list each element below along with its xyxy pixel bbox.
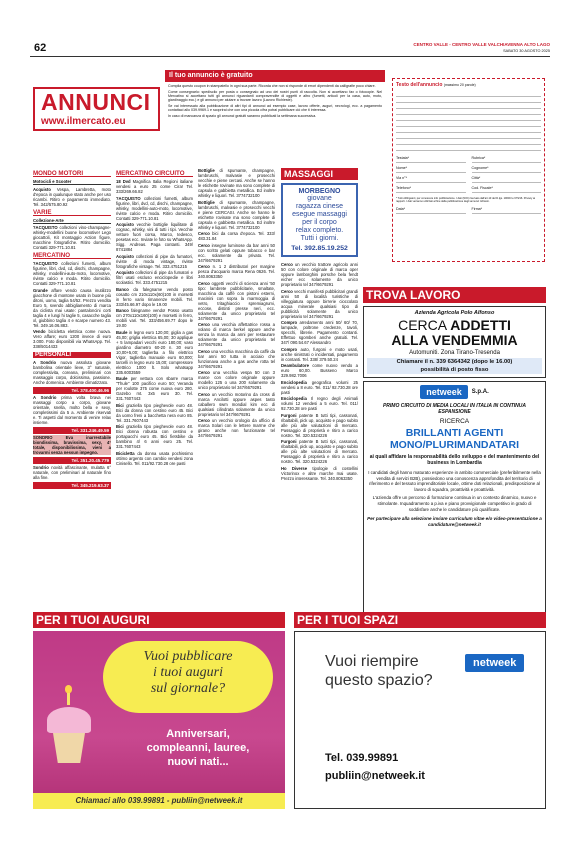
ad-item: Grande affare vendo causa inutilizzo giacchone di montone usato in buone più ditoni, uomo, taglia 54/52. Prezzo vendita Euro 5, svendo abbigliamento di marca da ciclista mai usate: pantaloncini corti taglia 4 e lungi hi taglie 5, casacche taglia xl, giubbino taglia 4 e scarpe numero 43. Tel. 349.16.06.883.	[33, 287, 111, 328]
coupon-field[interactable]: Via n°*	[396, 176, 466, 183]
ad-item: Cerco oggetti vecchi di scienza anni '50 tipo: lambrete pubblicitarie, smaltate, macchina da caffè con pistoni esterni, macinini con sopra la marmoggia di vetro, tritaghiaccio spremiagrumi, eccose, distinti presse neri, ecc. solamente da unico proprietario tel 347/6679291	[198, 280, 275, 321]
ad-line: Tutti i giorni.	[300, 235, 339, 242]
ad-item: Compro auto, furgoni e moto usati, anche sinistrati o incidentati, pagamento in contanti. Tel. 338/ 379.50.24	[281, 346, 358, 362]
coupon-subtitle: (massimo 20 parole)	[443, 83, 476, 87]
section-title: VARIE	[33, 210, 111, 216]
ad-line: per il corpo	[302, 219, 337, 226]
intro-paragraph: Se vai interessato alla pubblicazione di altri tipi di annunci ad esempio case, lavoro offerte, auguri, necrologi, ecc. a pagamento contattaci allo 039.9969.1 e scoprirai che con una piccola cifra potrai pubblicare ciò che ti interessa.	[168, 104, 382, 113]
ad-item: Cerco insegne luminose da bar anni 50 con scritto gelati oppure tobacco e bar ecc. solamente da privato. Tel. 347/6679291	[198, 242, 275, 263]
netweek-ad	[363, 381, 546, 613]
spazi-section	[294, 612, 546, 809]
ad-item: ?ACQUISTO collezioni fumetti, album figurine, libri, dvd, cd, dischi, champagne, whisky, modellini-auto-moto, locomotive, riviste calcio e moda. Ritiro domicilio. Contatti 329-771.10.81	[33, 261, 111, 286]
subsection-title: Collezione-Arte	[33, 218, 111, 224]
coupon-fields	[396, 156, 541, 193]
netweek-spa: S.p.A.	[471, 389, 489, 395]
coupon-note: * Tutti obbligatori, per conoscere info pubblicazione. I dati (NOI) riservato dall'art.13 del D.lgs. 196/03 e 679/16. Privacy ai rapporti. I dati verranno utilizzati al fine della pubblicazione degli annunci richiesti.	[396, 197, 536, 203]
netweek-paragraph: L'azienda offre un percorso di formazione continua in un contesto dinamico, nuovo e stimolante. Inquadramento a p.iva e piano provvigionale competitivo in grado di soddisfare anche le candidature più qualificate.	[372, 495, 537, 512]
ad-item: Enciclopedia geografica volumi 25 vendesi a 8 euro. Tel. 011/ 92.730.28 ore pasti	[281, 379, 358, 395]
column-1	[33, 168, 111, 490]
ad-item: Bici graziella tipo pieghevole euro 48. Bici da donna con cestino euro 45. Bici da uomo freni a bacchetta nera euro 85. Tel. 331.7607443	[116, 402, 193, 423]
ad-item: Enciclopedia Il regno degli Animali volumi 12 vendesi a 5 euro. Tel. 011/ 92.730.28 ore pasti	[281, 396, 358, 411]
ad-headline-2: ALLA VENDEMMIA	[391, 332, 518, 348]
ad-item: Bici graziella tipo pieghevole euro 48. Bici donna robusta con cestino e portapacchi euro 45. Bici fietsbike da bambino 4/ 6 anni euro 25. Tel. 331.7607443	[116, 424, 193, 449]
ad-item: Sondrio novità affascinante, mulatta 6° naturale, con preliminari al naturale fino alla fine.	[33, 465, 111, 480]
phone-banner: Tel. 331.246.49.59	[33, 427, 111, 434]
masthead	[33, 87, 160, 131]
ad-location: MORBEGNO	[298, 188, 341, 195]
ad-item: Ho Diverse tipologie di costellini Victorinox e altre marche mai usate. Prezzo interessante. Tel. 340.8063350	[281, 465, 358, 481]
section-title: MERCATINO	[33, 253, 111, 259]
netweek-logo	[465, 654, 524, 672]
netweek-ricerca: RICERCA	[439, 418, 470, 425]
ad-item: ?ACQUISTO collezioni vino-champagne-whisky-modellini buone locomotive! Lego giocattoli, Kit montaggio Action figure, macchine fotografiche. Ritiro domicilio. Contatti 329-771.10.81	[33, 225, 111, 250]
ad-item: Cerco una vecchia vespa 50 con 3 marce con colore originale oppure modello 125 o una 200 solamente da unico proprietario tel 347/6679291	[198, 370, 275, 390]
ad-item: Bottiglie di spumante, champagne, lambruschi, malvasie e prosecchi vecchi e piene CERCASI. Anche se hanno le etichette rovinate ma sono complete di capsula e gabbietta metallica. Ed inoltre whisky e liquori. Tel. 3774732100	[198, 199, 275, 230]
ad-line: esegue massaggi	[292, 211, 347, 218]
coupon-field[interactable]: Cod. Fiscale*	[472, 186, 542, 193]
spazi-headline-line: Vuoi riempire	[325, 653, 419, 670]
intro-paragraph: In caso di mancanza di spazio gli annunci gratuiti saranno pubblicati la settimana successiva.	[168, 114, 317, 119]
ad-phone: Chiamare il n. 339 6364342 (dopo le 16.00)	[367, 358, 542, 366]
section-title: PER I TUOI SPAZI	[294, 612, 546, 628]
coupon-form	[392, 78, 545, 262]
header-rule	[30, 56, 550, 57]
netweek-logo-text: netweek	[473, 657, 517, 669]
netweek-logo-text: netweek	[426, 387, 462, 397]
phone-banner: Tel. 345.219.63.37	[33, 482, 111, 489]
column-2	[116, 168, 193, 467]
intro-title: Il tuo annuncio è gratuito	[165, 70, 385, 82]
section-title: TROVA LAVORO	[363, 287, 546, 303]
subsection-title: Motocicli e Scooter	[33, 179, 111, 185]
auguri-ad	[33, 631, 285, 809]
auguri-contact[interactable]: Chiamaci allo 039.99891 - publiin@netweek.it	[33, 793, 285, 809]
massaggi-ad	[281, 183, 358, 257]
agriculture-ad	[363, 306, 546, 378]
ad-item: Acquisto collezioni di pipe da fumatori, riviste di moda vintage, riviste fotografiche vintage. Tel. 333.4751215	[116, 253, 193, 269]
section-title: PERSONALI	[33, 352, 111, 358]
ad-item: Cerco n. 1 2 distributori per margine pesca d'acquario marca Rena 0626. Tel. 340.8063350	[198, 264, 275, 279]
netweek-role-1: BRILLANTI AGENTI	[405, 427, 504, 439]
auguri-sub-line: Anniversari,	[166, 728, 230, 740]
netweek-paragraph: I candidati degli hanno maturato esperienze in ambito commerciale (preferibilmente nella vendita di servizi B2B), possiedono una conoscenza approfondita del territorio di riferimento e del tessuto imprenditoriale locale, ottime doti relazionali, predisposizione al lavoro di squadra, proattività e proattività.	[368, 470, 541, 492]
issue-date: SABATO 30 AGOSTO 2025	[503, 49, 550, 53]
section-title: MONDO MOTORI	[33, 171, 111, 177]
coupon-field[interactable]: Testata*	[396, 156, 466, 163]
auguri-headline: Vuoi pubblicare	[143, 649, 233, 664]
massaggi-section	[281, 168, 358, 257]
spazi-phone[interactable]: Tel. 039.99891	[325, 752, 399, 764]
ad-item: Deambulatore come nuovo vendo a euro 60,00. Busseno Marco 329.982.7006	[281, 363, 358, 378]
auguri-section	[33, 612, 285, 809]
intro-paragraph: Come consegnarlo: spediscilo per posta o consegnalo ad uno dei nostri punti di raccolta. Non si accettano fax o fotocopie. Nel Mercatino si accettano tutti gli annunci riguardanti compravendite di oggetti e altro (fumetti, articoli per la casa, auto, moto, giardinaggio ecc.) e gli annunci per aiutare a trovare lavoro (Lavoro Richieste).	[168, 89, 382, 103]
ad-item: Banco falegname vendo! Posso usatto cm 270x110x160(100) e morsetti in ferro, mobili vari. Tel. 333/456.69.77 dopo le 19.00	[116, 308, 193, 328]
intro-box	[165, 70, 385, 154]
netweek-goal: ai quali affidare la responsabilità dello sviluppo e del mantenimento del business in Lombardia	[369, 454, 540, 466]
coupon-text-lines[interactable]	[396, 91, 541, 151]
ad-item: Cerco una vecchia macchina da caffè da bar anni 50 tutta in acciaio che funzionava anche a gas anche rotta tel 347/6679291	[198, 348, 275, 369]
trova-lavoro-section	[363, 287, 546, 613]
cupcake-icon	[45, 691, 93, 771]
spazi-email[interactable]: publiin@netweek.it	[325, 770, 425, 782]
section-title: MERCATINO CIRCUITO	[116, 171, 193, 177]
page-number: 62	[34, 42, 47, 54]
ad-item: Compro arredamento anni 50/ 60/ 70, lampade, poltrone credenze, tavoli, specchi, librerie. Pagamento contanti. Effettuo sgomberi anche gratuiti. Tel. 347/ 090.54.67 Alessandro	[281, 320, 359, 345]
netweek-logo	[420, 385, 468, 399]
ad-item: A Sondrio prima volta brava nei massaggi corpo a corpo, giovane orientale, snella, molto bella e sexy, completissimi da 5 a. Ambiente riservati e. Ti aspetti dal momento di venire relax insieme.	[33, 395, 111, 425]
spazi-ad	[294, 631, 546, 809]
ad-item: Furgoni patente B tutti tipi, cassonati, ribaltabili, pick up, acquisto e pago subito alle più alte valutazioni di mercato. Passaggio di proprietà e ritiro a carico nostro. Tel. 320.5324226	[281, 412, 358, 438]
ad-item: Cerco un vecchio orologio da ufficio di marca Solari con le lettere marrne che girano anche non funzionante tel 347/6679291	[198, 418, 275, 438]
coupon-title: Testo dell'annuncio	[396, 82, 443, 88]
auguri-headline: sul giornale?	[150, 681, 226, 696]
ad-item: Cerco vecchi manifesti pubblicitari grandi anni 50 di località turistiche di villeggiatura oppure birrerie cioccolato acqua minerale qualsiasi tipo di pubblicità solamente da unico proprietario tel 347/6679291	[281, 288, 358, 319]
coupon-heading	[396, 82, 541, 88]
coupon-field[interactable]: Nome*	[396, 166, 466, 173]
ad-item: Baule per vettura con sbarre marca "Thule" 100 pacifico euro 50; Veranda per roulotte 375 come nuova euro 280. Gazebo mt. 3x5 euro 30. Tel. 331.7607443	[116, 376, 193, 401]
ad-item: Bottiglie di spumante, champagne, lambruschi, malvasie e prosecchi vecchie e piene cercasi. Anche se hanno le etichette rovinate ma sono complete di capsula e gabbietta metallica. Ed inoltre whisky e liquori. Tel. 3774732100	[198, 168, 275, 198]
phone-banner: Tel. 378.400.46.96	[33, 387, 111, 394]
auguri-sub-line: nuovi nati...	[167, 756, 229, 768]
coupon-field[interactable]: Data*	[396, 207, 466, 214]
netweek-intro: PRIMO CIRCUITO DI MEDIA LOCALI IN ITALIA IN CONTINUA ESPANSIONE	[382, 403, 527, 415]
auguri-bubble	[103, 641, 273, 713]
masthead-title: ANNUNCI	[41, 89, 151, 115]
ad-line: ragazza cinese	[295, 203, 344, 210]
spazi-headline	[325, 652, 433, 690]
ad-line: giovane	[307, 195, 332, 202]
company-name: Azienda Agricola Polo Alfonso	[414, 310, 495, 316]
ad-item: Cerco un vecchio motorino da cross di marca Ancilotti oppure aspes tasto caballero swm mondial kim ecc di qualsiasi cilindrata solamente da unico proprietario tel 347/6679291	[198, 391, 275, 417]
coupon-field[interactable]: Rubrica*	[472, 156, 542, 163]
phone-banner: Tel. 351.20.45.779	[33, 457, 111, 464]
ad-item: Acquisto vecchie bottiglie liquilitate di cognac, whisky, vini di tutti i tipi. Vecchie vetture fuori corsa, Marco, tedesco, pesetas ecc. Inviate le foto su WhatsApp. Sigg. Andreas. Paga contanti. 349/ 8741884	[116, 222, 193, 252]
ad-item: Cerco bici da corsa d'epoca. Tel. 333/ 483.31.84	[198, 231, 275, 241]
ad-item: 18 Dvd Magnifica Italia Regioni italiane vendesi a euro 25 come Cira! Tel. 333/269.66.82	[116, 179, 193, 194]
publication-name: CENTRO VALLE - CENTRO VALLE VALCHIAVENNA ALTO LAGO	[413, 42, 550, 47]
ad-item: Acquisto Vespa, Lambretta, moto d'epoca in qualunque stato anche per uso ricambi. Ritiro e pagamento immediato. Tel. 342/575.80.92	[33, 186, 111, 207]
ad-item: Baule in legno euro 120,00; giglia a gas 45,00; griglia elettrica 65,00; 30 applique + 5 lampadari vecchi euro 180,00; vaso giardino diametro 60-20 n. 30 euro 10,00+5,00; taglierba a filo elettrico Vigor, taglierba manuale euro 60,000; tarcelli in legno euro 15,00; compressore elettrico 1000 lt. Solo whatsapp 335.6003559	[116, 329, 193, 375]
column-3	[198, 168, 275, 440]
auguri-headline: i tuoi auguri	[152, 665, 223, 680]
column-4	[281, 262, 358, 482]
ad-item: SONDRIO Eva inarrestabile biondissima, bravissima, sexy, 4° totale, disponibilissima, vieni a trovarmi senza nessun impegno.	[33, 435, 111, 455]
coupon-field[interactable]: Cognome*	[472, 166, 542, 173]
ad-phone: Tel. 392.85.19.252	[291, 245, 348, 252]
coupon-field[interactable]: Telefono*	[396, 186, 466, 193]
ad-item: Acquisto collezioni di pipe da fumatori e filtri usati escluso enciclopedie e libri scolastici. Tel. 333.4751215	[116, 270, 193, 285]
page-header	[30, 40, 550, 58]
ad-item: Cerco un vecchio trattore agricolo anni 50 con colore originale di marca oper oppure lamborghini porsche bela fendt eicher ecc solamente da unico proprietario tel 347/6679291	[281, 262, 359, 287]
ad-item: Vendo bicicletta elettrica come nuova. Vero affare; euro 1200 invece di euro 3.000. Foto disponibili via WhatsApp. Tel. 338/5014433	[33, 329, 111, 349]
coupon-field[interactable]: Firma*	[472, 207, 542, 214]
ad-sub: Automuniti. Zona Tirano-Tresenda	[409, 350, 500, 356]
masthead-url[interactable]: www.ilmercato.eu	[41, 116, 126, 127]
ad-item: A Sondrio nuova assoluta giovane bambolina orientale lieve, 3° naturale, complessivita, coreana, preliminari con massaggio corpo, dolcissima, passione. Anche domenica. Ambiente climatizzato.	[33, 360, 111, 385]
section-title: PER I TUOI AUGURI	[33, 612, 285, 628]
ad-item: ?ACQUISTO collezioni fumetti, album figurine, libri, dvd, cd, dischi, champagne, whisky, modellini-auto-moto, locomotive, riviste calcio e moda. Ritiro domicilio. Contatti 329-771.10.81	[116, 195, 194, 221]
ad-headline: CERCA ADDETTI	[398, 317, 511, 333]
coupon-field[interactable]: Città*	[472, 176, 542, 183]
ad-item: Banco da falegname vendo posto cosatto cm 210x110x(60)100 in morsetti in ferro vario rimanenze mobili. Tel. 333/45.66.97 dopo le 19.00	[116, 286, 193, 307]
ad-item: Furgoni patente B tutti tipi, cassonati, ribaltabili, pick up, acquisto e pago subito alle più alte valutazioni di mercato. Passaggio di proprietà e ritiro a carico nostro. Tel. 320.5324226	[281, 439, 358, 464]
intro-text	[168, 84, 382, 120]
auguri-sub	[123, 727, 273, 769]
ad-item: Bicicletta da donna usata pochissimo ottimo argento con cambio vendesi zona Cinisello. Tel. 011/92.730.28 ore pasti	[116, 450, 193, 466]
auguri-sub-line: compleanni, lauree,	[146, 742, 250, 754]
netweek-logo-row	[367, 385, 542, 399]
ad-note: possibilità di posto fisso	[367, 366, 542, 374]
intro-paragraph: Compila questo coupon in stampatello in ogni sua parte. Ricorda che non si risponde di errori dipendenti da calligrafie poco chiare.	[168, 84, 376, 88]
spazi-headline-line: questo spazio?	[325, 672, 433, 689]
netweek-role-2: MONO/PLURIMANDATARI	[389, 439, 520, 451]
ad-line: relax completo.	[295, 227, 344, 234]
netweek-cta[interactable]: Per partecipare alla selezione inviare curriculum vitae e/o video-presentazione a candidature@netweek.it	[367, 516, 542, 527]
ad-item: Cerco una vecchia affettatrice rossa a volano di marca berkel oppure anche senza la marca da anni per restaurare solamente da unico proprietario tel 347/6679291	[198, 322, 275, 347]
section-title: MASSAGGI	[281, 168, 358, 180]
coupon-sign	[396, 207, 541, 214]
